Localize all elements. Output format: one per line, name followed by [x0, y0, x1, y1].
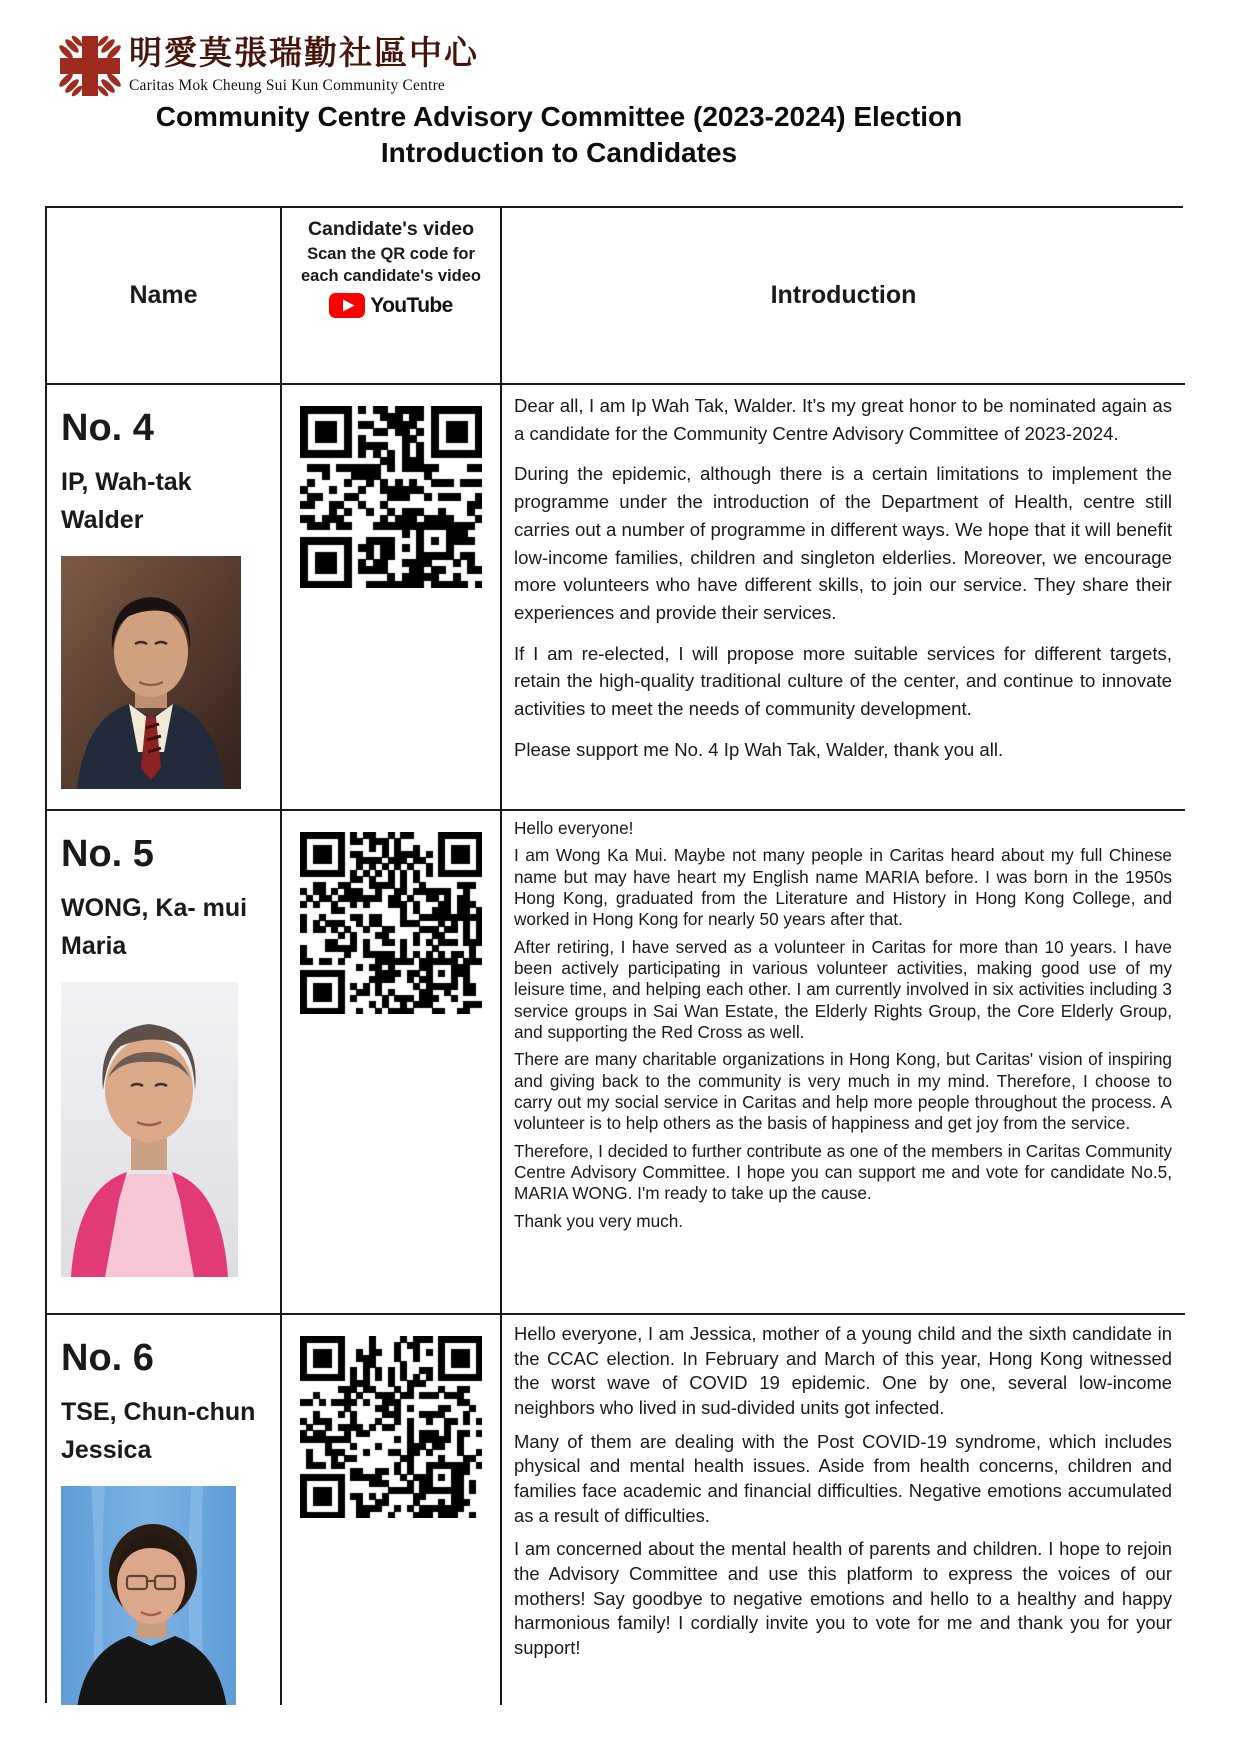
- candidate6-number: No. 6: [61, 1337, 154, 1379]
- intro-paragraph: I am Wong Ka Mui. Maybe not many people in Caritas heard about my full Chinese name but may have heart my English name MARIA before. I was born in the 1950s Hong Kong, graduated from the Literature and History in Hong Kong College, and worked in Hong Kong for nearly 50 years after that.: [514, 845, 1172, 930]
- intro-paragraph: After retiring, I have served as a volunteer in Caritas for more than 10 years. I have been actively participating in various volunteer activities, making good use of my leisure time, and helping each other. I am currently involved in six activities including 3 service groups in Sai Wan Estate, the Elderly Rights Group, the Core Elderly Group, and supporting the Red Cross as well.: [514, 936, 1172, 1042]
- candidates-table: [45, 206, 1183, 1703]
- page-title: [0, 99, 1118, 170]
- candidate4-qr-code: [300, 406, 482, 588]
- column-header-name: [47, 208, 282, 385]
- candidate4-photo: [61, 556, 241, 789]
- org-name-chinese: 明愛莫張瑞勤社區中心: [129, 36, 479, 72]
- youtube-label: YouTube: [370, 293, 453, 317]
- intro-paragraph: I am concerned about the mental health of parents and children. I hope to rejoin the Advisory Committee and use this platform to express the voices of our mothers! Say goodbye to negative emotions and hello to a healthy and happy harmonious family! I cordially invite you to vote for me and thank you for your support!: [514, 1538, 1172, 1658]
- video-header-instruction: Scan the QR code for each candidate's video: [301, 245, 481, 285]
- candidate5-photo: [61, 982, 238, 1277]
- candidate6-name-cell: [47, 1315, 282, 1705]
- candidate4-qr-cell: [282, 385, 502, 811]
- candidate6-qr-code: [300, 1336, 482, 1518]
- org-name-block: [129, 36, 479, 95]
- org-name-english: Caritas Mok Cheung Sui Kun Community Centre: [129, 76, 446, 94]
- candidate6-name-line1: TSE, Chun-chun: [61, 1397, 256, 1426]
- candidate4-name-cell: [47, 385, 282, 811]
- candidate5-qr-code: [300, 832, 482, 1014]
- intro-paragraph: Hello everyone!: [514, 818, 634, 838]
- video-header-label: Candidate's video: [307, 218, 475, 240]
- introduction-header-label: Introduction: [770, 281, 917, 309]
- candidate5-name: [61, 889, 274, 967]
- youtube-logo: [282, 293, 500, 318]
- candidate4-name: [61, 463, 274, 541]
- candidate6-qr-cell: [282, 1315, 502, 1705]
- candidate4-name-line1: IP, Wah-tak: [61, 467, 192, 496]
- page-title-line2: Introduction to Candidates: [380, 136, 738, 168]
- intro-paragraph: During the epidemic, although there is a certain limitations to implement the programme under the introduction of the Department of Health, centre still carries out a number of programme in different ways. We hope that it will benefit low-income families, children and singleton elderlies. Moreover, we encourage more volunteers who have different skills, to join our service. They share their experiences and provide their services.: [514, 463, 1172, 623]
- column-header-video: [282, 208, 502, 385]
- intro-paragraph: Thank you very much.: [514, 1210, 684, 1231]
- column-header-introduction: [502, 208, 1185, 385]
- candidate6-name: [61, 1393, 274, 1471]
- candidate5-number: No. 5: [61, 833, 154, 875]
- intro-paragraph: Hello everyone, I am Jessica, mother of a young child and the sixth candidate in the CCAC election. In February and March of this year, Hong Kong witnessed the worst wave of COVID 19 epidemic. One by one, several low-income neighbors who lived in sud-divided units got infected.: [514, 1323, 1172, 1418]
- intro-paragraph: Many of them are dealing with the Post COVID-19 syndrome, which includes physical and mental health issues. Aside from health concerns, children and families face academic and financial difficulties. Negative emotions accumulated as a result of difficulties.: [514, 1430, 1172, 1526]
- candidate6-photo: [61, 1486, 236, 1705]
- candidate5-name-cell: [47, 811, 282, 1315]
- candidate5-qr-cell: [282, 811, 502, 1315]
- intro-paragraph: Therefore, I decided to further contribute as one of the members in Caritas Community Centre Advisory Committee. I hope you can support me and vote for candidate No.5, MARIA WONG. I'm ready to take up the cause.: [514, 1140, 1172, 1204]
- intro-paragraph: There are many charitable organizations in Hong Kong, but Caritas' vision of inspiring and giving back to the community is very much in my mind. Therefore, I choose to carry out my social service in Caritas and help more people throughout the process. A volunteer is to help others as the basis of happiness and get joy from the service.: [514, 1049, 1172, 1134]
- page-title-line1: Community Centre Advisory Committee (2023-2024) Election: [155, 101, 963, 132]
- candidate4-introduction: [502, 385, 1185, 811]
- intro-paragraph: If I am re-elected, I will propose more suitable services for different targets, retain the high-quality traditional culture of the center, and continue to innovate activities to meet the needs of community development.: [514, 642, 1172, 720]
- name-header-label: Name: [129, 281, 198, 309]
- candidate6-name-line2: Jessica: [61, 1436, 152, 1465]
- candidate4-number: No. 4: [61, 407, 154, 449]
- caritas-logo-icon: [55, 33, 125, 99]
- candidate5-name-line2: Maria: [61, 932, 127, 961]
- youtube-play-icon: [329, 293, 365, 318]
- candidate4-name-line2: Walder: [61, 506, 144, 535]
- candidate5-introduction: [502, 811, 1185, 1315]
- candidate5-name-line1: WONG, Ka- mui: [61, 893, 248, 922]
- intro-paragraph: Please support me No. 4 Ip Wah Tak, Walder, thank you all.: [514, 738, 1004, 760]
- intro-paragraph: Dear all, I am Ip Wah Tak, Walder. It’s my great honor to be nominated again as a candidate for the Community Centre Advisory Committee of 2023-2024.: [514, 395, 1172, 444]
- candidate6-introduction: [502, 1315, 1185, 1705]
